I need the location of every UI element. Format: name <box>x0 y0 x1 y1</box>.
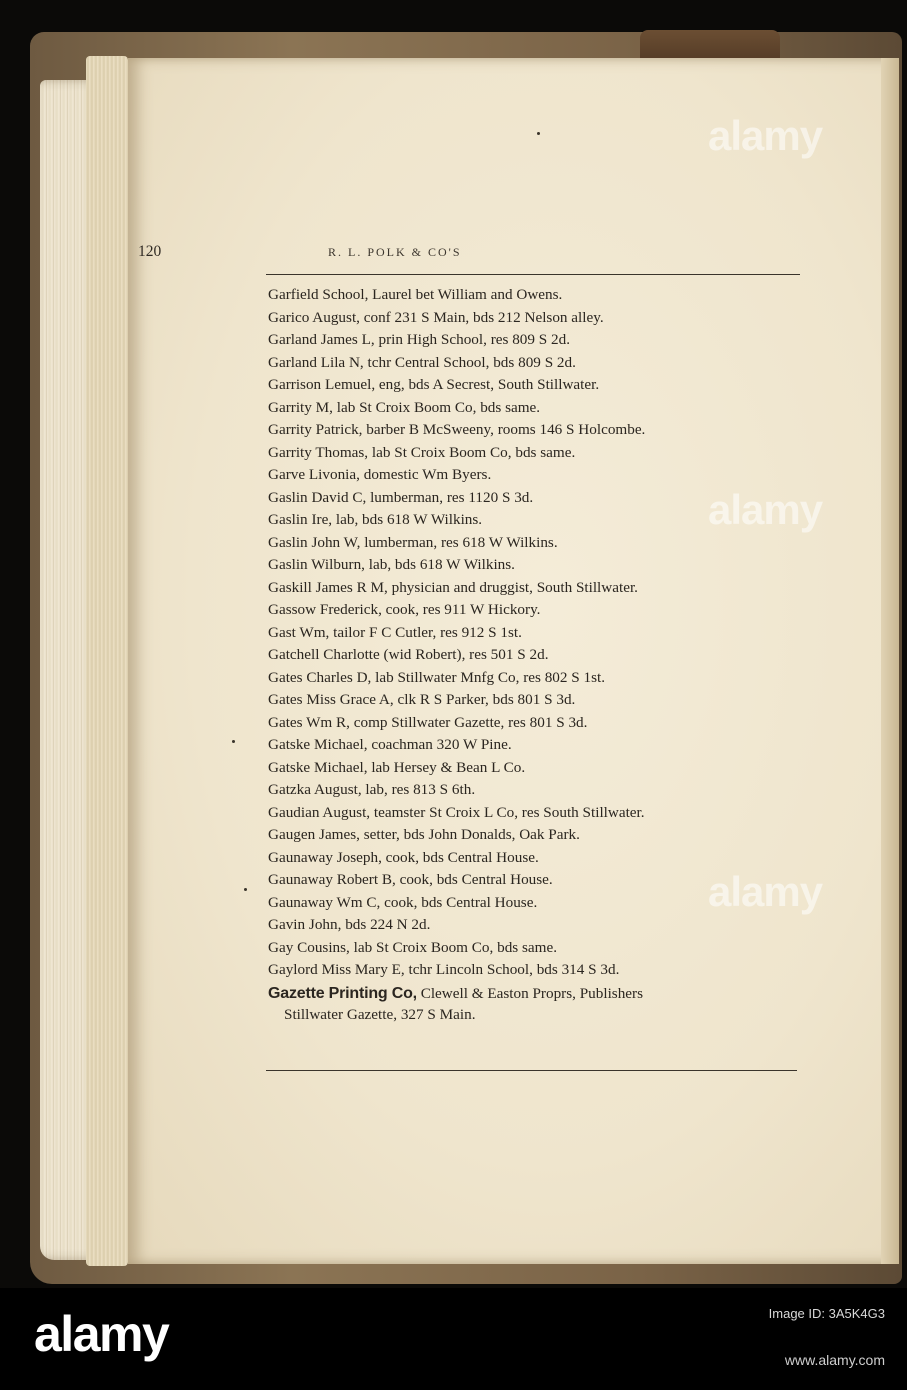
directory-entry: Gast Wm, tailor F C Cutler, res 912 S 1st. <box>268 623 522 641</box>
page-header <box>138 243 670 269</box>
directory-entry: Gaslin John W, lumberman, res 618 W Wilkins. <box>268 533 558 551</box>
directory-entry: Garrity Patrick, barber B McSweeny, rooms 146 S Holcombe. <box>268 421 646 438</box>
watermark-logo: alamy <box>708 486 823 533</box>
page-number: 120 <box>138 243 162 260</box>
directory-entry: Gaskill James R M, physician and druggist, South Stillwater. <box>268 578 638 596</box>
directory-entry: Gaslin Wilburn, lab, bds 618 W Wilkins. <box>268 556 515 573</box>
directory-entry: Gatzka August, lab, res 813 S 6th. <box>268 781 476 798</box>
directory-entry: Gaudian August, teamster St Croix L Co, res South Stillwater. <box>268 803 645 821</box>
directory-entry: Gassow Frederick, cook, res 911 W Hickory. <box>268 601 541 618</box>
directory-entry: Garico August, conf 231 S Main, bds 212 Nelson alley. <box>268 308 604 326</box>
featured-line1: Clewell & Easton Proprs, Publishers <box>416 984 644 1002</box>
paper-speck <box>244 888 247 891</box>
running-head: R. L. POLK & CO'S <box>328 245 462 259</box>
directory-entry: Garland Lila N, tchr Central School, bds 809 S 2d. <box>268 353 576 371</box>
watermark-logo: alamy <box>708 868 823 915</box>
directory-entry: Garrity Thomas, lab St Croix Boom Co, bds same. <box>268 443 576 461</box>
directory-entry: Gaugen James, setter, bds John Donalds, Oak Park. <box>268 826 580 843</box>
directory-entry: Gates Wm R, comp Stillwater Gazette, res 801 S 3d. <box>268 713 588 731</box>
directory-entry: Garve Livonia, domestic Wm Byers. <box>268 466 492 483</box>
footer-image-id: Image ID: 3A5K4G3 <box>768 1306 885 1321</box>
paper-speck <box>232 740 235 743</box>
directory-entry: Gaunaway Wm C, cook, bds Central House. <box>268 893 538 911</box>
directory-entry: Gaunaway Joseph, cook, bds Central House. <box>268 848 539 866</box>
watermark-logo: alamy <box>708 112 823 159</box>
page-fold <box>881 58 899 1264</box>
page-edges-inner <box>86 56 128 1266</box>
footer-rule <box>266 1070 797 1071</box>
featured-business-name: Gazette Printing Co, <box>268 984 417 1002</box>
footer-logo: alamy <box>34 1306 169 1362</box>
directory-entry-featured <box>268 983 808 1025</box>
directory-entry: Gay Cousins, lab St Croix Boom Co, bds same. <box>268 938 557 956</box>
directory-entry: Garrity M, lab St Croix Boom Co, bds same. <box>268 398 541 416</box>
directory-entry: Gavin John, bds 224 N 2d. <box>268 916 431 933</box>
directory-entry: Garfield School, Laurel bet William and Owens. <box>268 286 563 303</box>
directory-entry: Gaylord Miss Mary E, tchr Lincoln School, bds 314 S 3d. <box>268 961 620 978</box>
header-rule <box>266 274 800 275</box>
paper-speck <box>537 132 540 135</box>
directory-entry: Gaunaway Robert B, cook, bds Central House. <box>268 871 553 888</box>
directory-entry: Gatske Michael, lab Hersey & Bean L Co. <box>268 758 526 776</box>
featured-line2: Stillwater Gazette, 327 S Main. <box>284 1005 476 1023</box>
directory-entry: Gates Charles D, lab Stillwater Mnfg Co, res 802 S 1st. <box>268 668 606 686</box>
directory-entry: Gaslin David C, lumberman, res 1120 S 3d. <box>268 488 534 506</box>
directory-entry: Gates Miss Grace A, clk R S Parker, bds 801 S 3d. <box>268 691 576 708</box>
directory-entry: Garrison Lemuel, eng, bds A Secrest, South Stillwater. <box>268 376 600 393</box>
directory-entry: Gaslin Ire, lab, bds 618 W Wilkins. <box>268 511 483 528</box>
directory-entry: Gatske Michael, coachman 320 W Pine. <box>268 736 512 753</box>
directory-entry: Gatchell Charlotte (wid Robert), res 501 S 2d. <box>268 646 549 663</box>
footer-url: www.alamy.com <box>784 1352 885 1368</box>
directory-entry: Garland James L, prin High School, res 809 S 2d. <box>268 331 571 348</box>
